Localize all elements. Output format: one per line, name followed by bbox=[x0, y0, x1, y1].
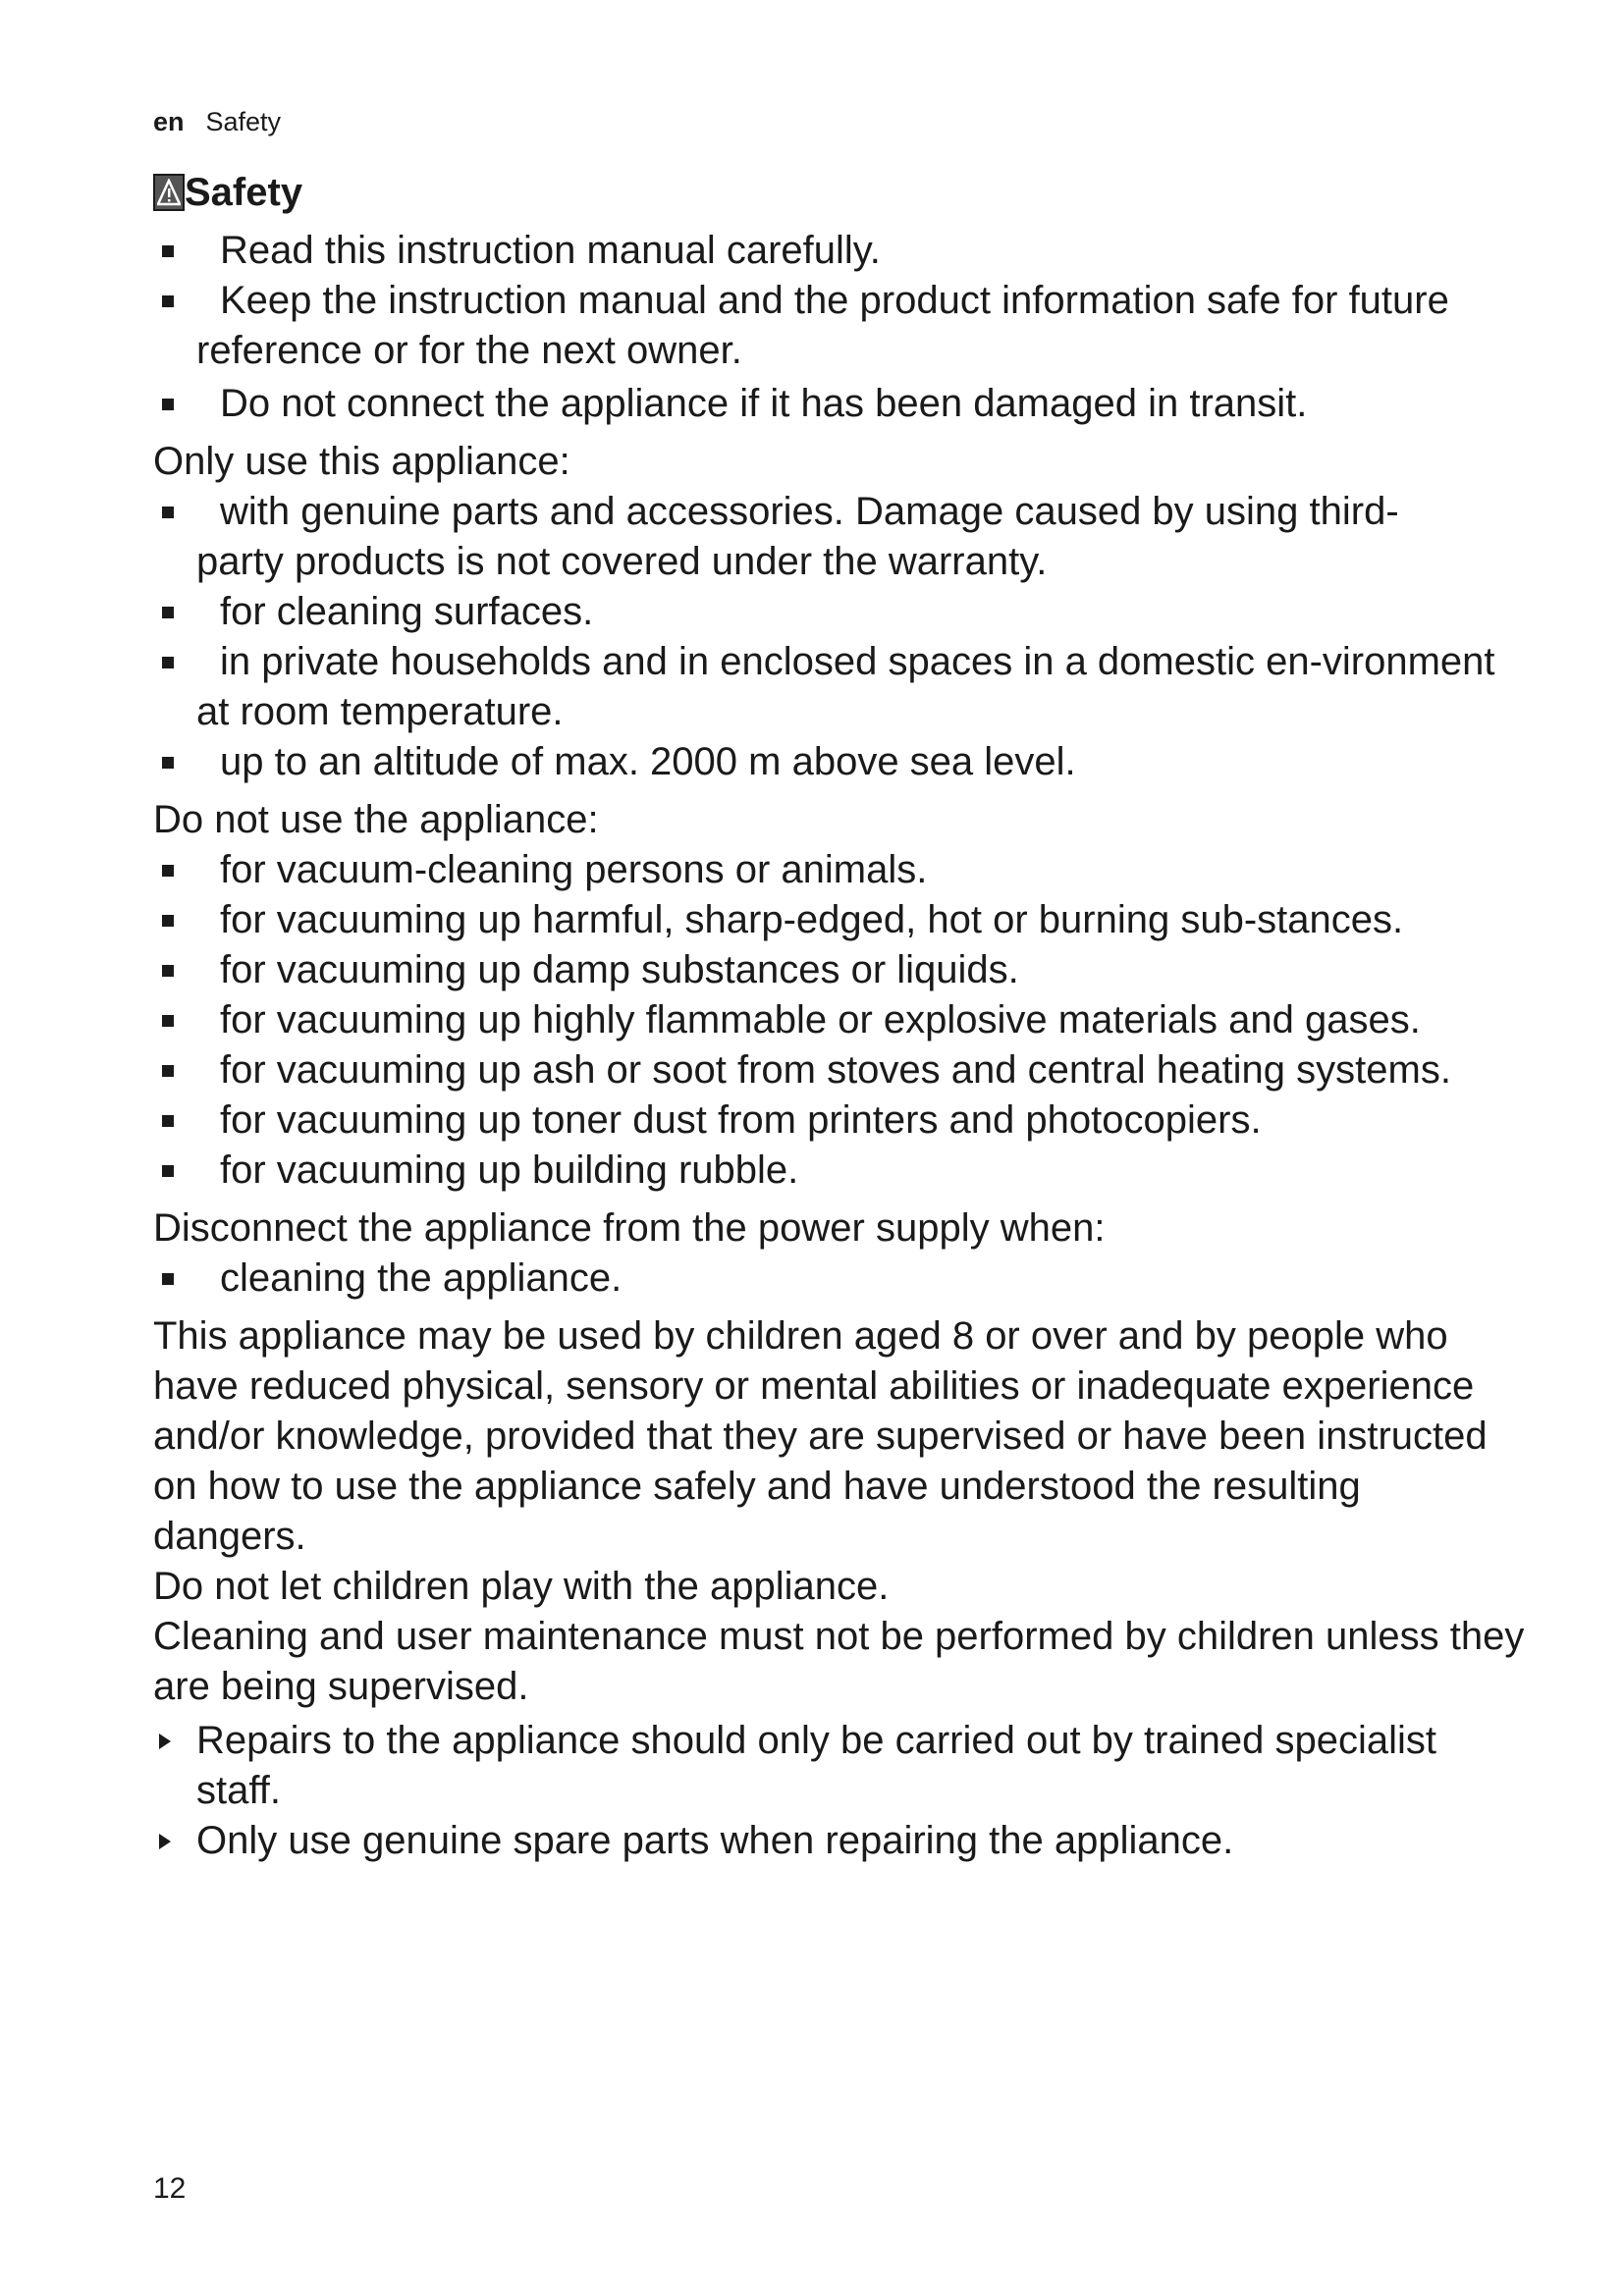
cleaning-note: Cleaning and user maintenance must not be performed by children unless they are being supervised. bbox=[153, 1615, 1525, 1708]
header-section: Safety bbox=[205, 107, 282, 136]
action-item: Only use genuine spare parts when repairing the appliance. bbox=[153, 1816, 1528, 1866]
use-list bbox=[153, 487, 1528, 787]
list-item: for vacuuming up harmful, sharp-edged, hot or burning sub-stances. bbox=[153, 895, 1453, 945]
arrow-right-icon bbox=[159, 1834, 171, 1849]
page-title bbox=[153, 169, 302, 216]
bullet-square-icon bbox=[162, 657, 174, 668]
bullet-square-icon bbox=[162, 965, 174, 977]
arrow-right-icon bbox=[159, 1734, 171, 1749]
list-item: up to an altitude of max. 2000 m above sea level. bbox=[153, 737, 1528, 787]
language-code: en bbox=[153, 107, 185, 136]
donot-heading: Do not use the appliance: bbox=[153, 798, 599, 841]
title-text: Safety bbox=[185, 171, 303, 214]
list-item: Keep the instruction manual and the product information safe for future reference or for the next owner. bbox=[153, 276, 1512, 376]
children-play-text: Do not let children play with the appliance. bbox=[153, 1565, 890, 1608]
list-item: for vacuuming up damp substances or liquids. bbox=[153, 945, 1528, 995]
action-item: Repairs to the appliance should only be carried out by trained specialist staff. bbox=[153, 1716, 1512, 1816]
list-item: for vacuum-cleaning persons or animals. bbox=[153, 845, 1528, 895]
use-heading: Only use this appliance: bbox=[153, 440, 570, 483]
intro-list bbox=[153, 226, 1528, 429]
children-paragraph: This appliance may be used by children aged 8 or over and by people who have reduced physical, sensory or mental abilities or inadequate experience and/or knowledge, provided that they are supervised or have been instructed on how to use the appliance safely and have understood the resulting dangers. bbox=[153, 1314, 1488, 1558]
bullet-square-icon bbox=[162, 295, 174, 307]
disconnect-heading: Disconnect the appliance from the power supply when: bbox=[153, 1206, 1106, 1250]
bullet-square-icon bbox=[162, 1165, 174, 1177]
running-header bbox=[153, 106, 281, 137]
bullet-square-icon bbox=[162, 507, 174, 518]
list-item: cleaning the appliance. bbox=[153, 1254, 1528, 1304]
disconnect-list bbox=[153, 1254, 1528, 1304]
list-item: in private households and in enclosed spaces in a domestic en-vironment at room temperature. bbox=[153, 637, 1512, 737]
bullet-square-icon bbox=[162, 865, 174, 877]
bullet-square-icon bbox=[162, 1015, 174, 1027]
warning-icon bbox=[153, 174, 185, 211]
bullet-square-icon bbox=[162, 1273, 174, 1285]
list-item: for vacuuming up highly flammable or explosive materials and gases. bbox=[153, 995, 1492, 1045]
list-item: for vacuuming up toner dust from printers and photocopiers. bbox=[153, 1095, 1528, 1146]
action-list bbox=[153, 1716, 1528, 1866]
bullet-square-icon bbox=[162, 245, 174, 257]
page-number: 12 bbox=[153, 2172, 187, 2205]
bullet-square-icon bbox=[162, 1065, 174, 1077]
list-item: for cleaning surfaces. bbox=[153, 587, 1528, 637]
donot-list bbox=[153, 845, 1528, 1196]
bullet-square-icon bbox=[162, 915, 174, 927]
bullet-square-icon bbox=[162, 1115, 174, 1127]
bullet-square-icon bbox=[162, 757, 174, 769]
safety-content bbox=[153, 226, 1528, 1866]
bullet-square-icon bbox=[162, 607, 174, 618]
list-item: with genuine parts and accessories. Damage caused by using third-party products is not covered under the warranty. bbox=[153, 487, 1473, 587]
list-item: for vacuuming up building rubble. bbox=[153, 1146, 1528, 1196]
list-item: Do not connect the appliance if it has been damaged in transit. bbox=[153, 379, 1528, 429]
list-item: for vacuuming up ash or soot from stoves and central heating systems. bbox=[153, 1045, 1492, 1095]
list-item: Read this instruction manual carefully. bbox=[153, 226, 1528, 276]
bullet-square-icon bbox=[162, 399, 174, 410]
